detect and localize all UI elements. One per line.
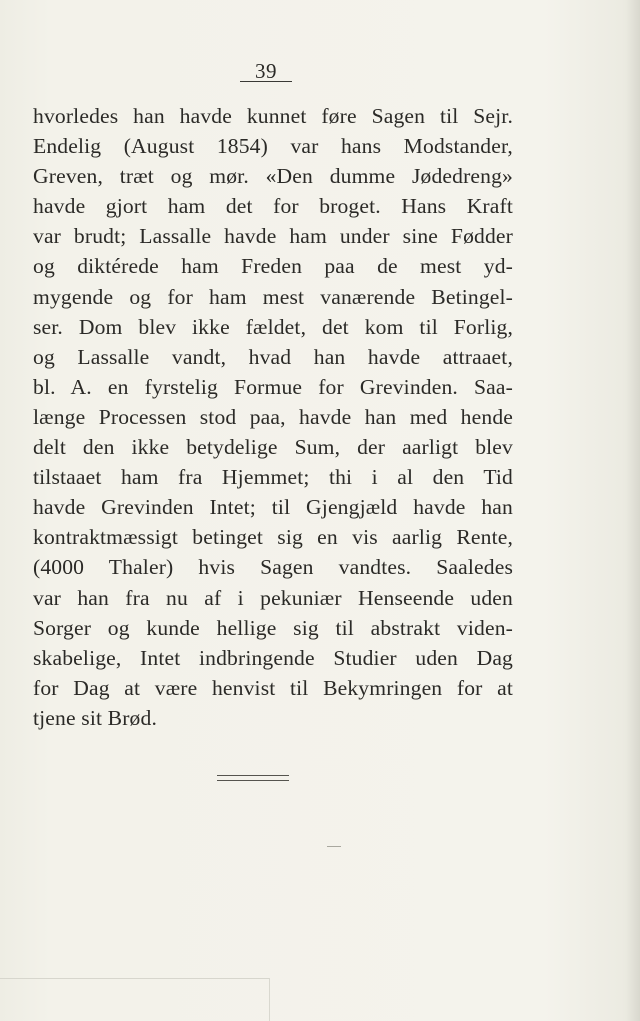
text-line: og diktérede ham Freden paa de mest yd- (33, 254, 513, 279)
text-line: Sorger og kunde hellige sig til abstrakt viden- (33, 615, 513, 640)
text-line: (4000 Thaler) hvis Sagen vandtes. Saaledes (33, 555, 513, 580)
text-line: var brudt; Lassalle havde ham under sine Fødder (33, 224, 513, 249)
text-line: skabelige, Intet indbringende Studier uden Dag (33, 645, 513, 670)
text-line: for Dag at være henvist til Bekymringen for at (33, 675, 513, 700)
text-line: delt den ikke betydelige Sum, der aarligt blev (33, 435, 513, 460)
text-line: bl. A. en fyrstelig Formue for Grevinden. Saa- (33, 374, 513, 399)
bleed-through-edge-vertical (269, 978, 270, 1021)
section-end-rule-top (217, 775, 289, 776)
text-line: længe Processen stod paa, havde han med hende (33, 404, 513, 429)
text-line: Greven, træt og mør. «Den dumme Jødedreng» (33, 164, 513, 189)
text-line-last: tjene sit Brød. (33, 705, 157, 730)
text-line: mygende og for ham mest vanærende Betingel- (33, 284, 513, 309)
text-line: havde gjort ham det for broget. Hans Kraft (33, 194, 513, 219)
page-number: 39 (255, 59, 277, 83)
text-line: og Lassalle vandt, hvad han havde attraaet, (33, 344, 513, 369)
text-line: kontraktmæssigt betinget sig en vis aarlig Rente, (33, 525, 513, 550)
text-line: tilstaaet ham fra Hjemmet; thi i al den Tid (33, 465, 513, 490)
section-end-rule-bottom (217, 780, 289, 781)
bleed-through-edge (0, 978, 270, 979)
text-line: var han fra nu af i pekuniær Henseende uden (33, 585, 513, 610)
body-text (33, 101, 513, 733)
page-edge-shadow (626, 0, 640, 1021)
text-line: havde Grevinden Intet; til Gjengjæld havde han (33, 495, 513, 520)
page-number-underline (240, 81, 292, 82)
text-line: ser. Dom blev ikke fældet, det kom til Forlig, (33, 314, 513, 339)
text-line: Endelig (August 1854) var hans Modstander, (33, 134, 513, 159)
text-line: hvorledes han havde kunnet føre Sagen til Sejr. (33, 104, 513, 128)
print-speck (327, 846, 341, 847)
